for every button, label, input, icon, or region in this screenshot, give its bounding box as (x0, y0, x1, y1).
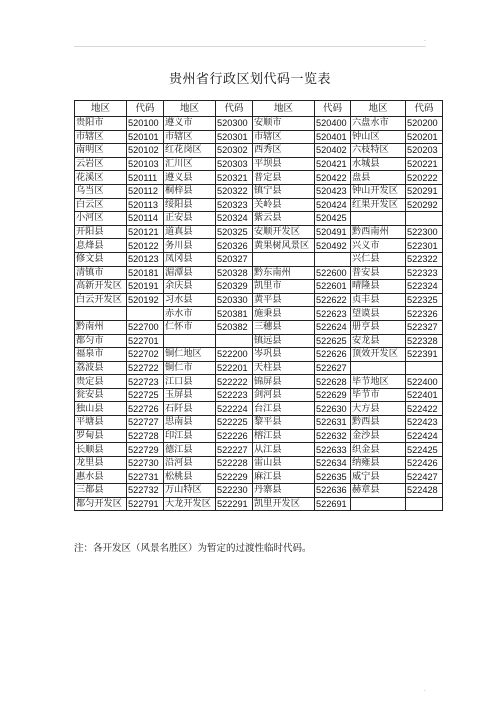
code-cell: 522401 (406, 388, 443, 402)
region-cell: 关岭县 (253, 198, 315, 212)
code-cell (315, 252, 351, 266)
code-cell (127, 307, 164, 321)
code-cell: 520300 (216, 117, 253, 131)
region-cell: 威宁县 (351, 470, 406, 484)
code-cell: 520491 (315, 225, 351, 239)
code-cell: 520101 (127, 130, 164, 144)
code-cell: 522729 (127, 443, 164, 457)
region-cell: 德江县 (164, 443, 216, 457)
region-cell: 三都县 (75, 484, 127, 498)
code-cell: 520222 (406, 171, 443, 185)
region-cell: 大方县 (351, 402, 406, 416)
region-cell: 南明区 (75, 144, 127, 158)
code-cell: 520201 (406, 130, 443, 144)
region-cell: 施秉县 (253, 307, 315, 321)
region-cell: 万山特区 (164, 484, 216, 498)
region-cell: 纳雍县 (351, 456, 406, 470)
code-cell: 520122 (127, 239, 164, 253)
code-cell: 522731 (127, 470, 164, 484)
code-cell: 522300 (406, 225, 443, 239)
code-cell: 522625 (315, 334, 351, 348)
column-header-region: 地区 (351, 101, 406, 117)
region-cell: 红果开发区 (351, 198, 406, 212)
region-cell: 雷山县 (253, 456, 315, 470)
code-cell: 522726 (127, 402, 164, 416)
region-cell: 仁怀市 (164, 320, 216, 334)
region-cell (351, 497, 406, 511)
code-cell: 520330 (216, 293, 253, 307)
region-cell: 紫云县 (253, 212, 315, 226)
region-cell: 余庆县 (164, 280, 216, 294)
table-row (75, 225, 443, 239)
code-cell: 522222 (216, 375, 253, 389)
code-cell: 522422 (406, 402, 443, 416)
code-cell: 520100 (127, 117, 164, 131)
region-cell: 都匀开发区 (75, 497, 127, 511)
region-cell: 市辖区 (253, 130, 315, 144)
table-row (75, 348, 443, 362)
region-cell: 汇川区 (164, 157, 216, 171)
code-cell: 522291 (216, 497, 253, 511)
region-cell: 市辖区 (75, 130, 127, 144)
region-cell: 盘县 (351, 171, 406, 185)
region-cell: 赤水市 (164, 307, 216, 321)
region-cell: 毕节地区 (351, 375, 406, 389)
region-cell: 黄平县 (253, 293, 315, 307)
region-cell: 望谟县 (351, 307, 406, 321)
column-header-code: 代码 (127, 101, 164, 117)
region-cell: 兴仁县 (351, 252, 406, 266)
region-cell: 铜仁市 (164, 361, 216, 375)
code-cell: 522691 (315, 497, 351, 511)
code-cell: 522600 (315, 266, 351, 280)
code-cell: 522230 (216, 484, 253, 498)
region-cell: 金沙县 (351, 429, 406, 443)
code-cell: 520425 (315, 212, 351, 226)
code-cell: 522200 (216, 348, 253, 362)
column-header-code: 代码 (315, 101, 351, 117)
code-cell: 520329 (216, 280, 253, 294)
table-row (75, 198, 443, 212)
region-cell: 安顺市 (253, 117, 315, 131)
code-cell: 522428 (406, 484, 443, 498)
region-cell: 镇远县 (253, 334, 315, 348)
code-cell: 522225 (216, 416, 253, 430)
region-cell: 铜仁地区 (164, 348, 216, 362)
code-cell: 522728 (127, 429, 164, 443)
region-cell: 册亨县 (351, 320, 406, 334)
code-cell: 520323 (216, 198, 253, 212)
code-cell: 520321 (216, 171, 253, 185)
table-row (75, 184, 443, 198)
code-cell: 520401 (315, 130, 351, 144)
table-row (75, 293, 443, 307)
region-cell: 桐梓县 (164, 184, 216, 198)
region-cell: 兴义市 (351, 239, 406, 253)
region-cell: 白云区 (75, 198, 127, 212)
code-cell: 522326 (406, 307, 443, 321)
table-row (75, 144, 443, 158)
code-cell: 520121 (127, 225, 164, 239)
region-cell: 六盘水市 (351, 117, 406, 131)
region-cell (164, 334, 216, 348)
code-cell (406, 361, 443, 375)
code-cell: 522629 (315, 388, 351, 402)
code-cell (406, 497, 443, 511)
table-row (75, 307, 443, 321)
region-cell (351, 361, 406, 375)
region-cell: 普安县 (351, 266, 406, 280)
region-cell: 石阡县 (164, 402, 216, 416)
region-cell: 务川县 (164, 239, 216, 253)
code-cell: 522627 (315, 361, 351, 375)
column-header-code: 代码 (216, 101, 253, 117)
region-cell: 丹寨县 (253, 484, 315, 498)
table-row (75, 497, 443, 511)
code-cell: 522791 (127, 497, 164, 511)
region-cell: 市辖区 (164, 130, 216, 144)
region-cell: 平坝县 (253, 157, 315, 171)
region-cell: 岑巩县 (253, 348, 315, 362)
code-cell: 522601 (315, 280, 351, 294)
region-cell: 黔南州 (75, 320, 127, 334)
code-cell: 522633 (315, 443, 351, 457)
code-cell: 522301 (406, 239, 443, 253)
code-cell: 522400 (406, 375, 443, 389)
code-cell: 520102 (127, 144, 164, 158)
region-cell: 独山县 (75, 402, 127, 416)
region-cell: 玉屏县 (164, 388, 216, 402)
table-row (75, 456, 443, 470)
region-cell: 安龙县 (351, 334, 406, 348)
region-cell: 长顺县 (75, 443, 127, 457)
region-cell: 钟山开发区 (351, 184, 406, 198)
column-header-region: 地区 (75, 101, 127, 117)
region-cell: 云岩区 (75, 157, 127, 171)
table-row (75, 429, 443, 443)
region-cell: 瓮安县 (75, 388, 127, 402)
code-cell: 520112 (127, 184, 164, 198)
region-cell: 开阳县 (75, 225, 127, 239)
region-cell: 凤冈县 (164, 252, 216, 266)
table-row (75, 252, 443, 266)
table-row (75, 280, 443, 294)
region-cell: 小河区 (75, 212, 127, 226)
region-cell: 西秀区 (253, 144, 315, 158)
region-cell: 榕江县 (253, 429, 315, 443)
table-row (75, 375, 443, 389)
code-cell: 522725 (127, 388, 164, 402)
region-cell: 清镇市 (75, 266, 127, 280)
table-row (75, 334, 443, 348)
code-cell: 522635 (315, 470, 351, 484)
corner-mark: · (424, 688, 426, 695)
code-cell: 520291 (406, 184, 443, 198)
corner-mark: · (424, 38, 426, 45)
code-cell: 520381 (216, 307, 253, 321)
table-row (75, 239, 443, 253)
region-cell: 罗甸县 (75, 429, 127, 443)
document-title: 贵州省行政区划代码一览表 (168, 72, 331, 87)
code-cell: 522224 (216, 402, 253, 416)
code-cell: 520181 (127, 266, 164, 280)
code-cell: 522322 (406, 252, 443, 266)
code-cell: 520113 (127, 198, 164, 212)
table-row (75, 212, 443, 226)
region-cell: 大龙开发区 (164, 497, 216, 511)
region-cell: 凯里开发区 (253, 497, 315, 511)
region-cell: 织金县 (351, 443, 406, 457)
region-cell: 福泉市 (75, 348, 127, 362)
code-cell: 522325 (406, 293, 443, 307)
code-cell: 522324 (406, 280, 443, 294)
region-cell: 从江县 (253, 443, 315, 457)
code-cell: 520328 (216, 266, 253, 280)
table-row (75, 484, 443, 498)
table-row (75, 470, 443, 484)
table-row (75, 266, 443, 280)
region-cell: 红花岗区 (164, 144, 216, 158)
footnote: 注：各开发区（风景名胜区）为暂定的过渡性临时代码。 (74, 543, 312, 554)
column-header-region: 地区 (253, 101, 315, 117)
code-cell: 522228 (216, 456, 253, 470)
region-cell: 遵义县 (164, 171, 216, 185)
region-cell: 龙里县 (75, 456, 127, 470)
region-cell: 习水县 (164, 293, 216, 307)
region-cell: 绥阳县 (164, 198, 216, 212)
code-cell: 520221 (406, 157, 443, 171)
region-cell (351, 212, 406, 226)
code-cell: 520382 (216, 320, 253, 334)
code-cell: 522636 (315, 484, 351, 498)
code-cell: 520326 (216, 239, 253, 253)
table-row (75, 130, 443, 144)
region-cell: 六枝特区 (351, 144, 406, 158)
region-cell (253, 252, 315, 266)
region-cell: 台江县 (253, 402, 315, 416)
table-header-row (75, 101, 443, 117)
code-cell: 522701 (127, 334, 164, 348)
code-cell: 522628 (315, 375, 351, 389)
code-cell: 522425 (406, 443, 443, 457)
code-cell: 522227 (216, 443, 253, 457)
table-row (75, 388, 443, 402)
region-cell: 贵阳市 (75, 117, 127, 131)
region-cell: 江口县 (164, 375, 216, 389)
region-cell: 黔西县 (351, 416, 406, 430)
code-cell: 520423 (315, 184, 351, 198)
code-cell: 522727 (127, 416, 164, 430)
code-cell: 522702 (127, 348, 164, 362)
code-cell: 522700 (127, 320, 164, 334)
code-cell: 522426 (406, 456, 443, 470)
code-cell: 522624 (315, 320, 351, 334)
code-cell: 520422 (315, 171, 351, 185)
region-cell: 正安县 (164, 212, 216, 226)
code-cell: 522229 (216, 470, 253, 484)
region-cell: 修文县 (75, 252, 127, 266)
region-cell: 镇宁县 (253, 184, 315, 198)
code-cell: 522730 (127, 456, 164, 470)
region-cell: 惠水县 (75, 470, 127, 484)
table-row (75, 402, 443, 416)
code-cell: 520327 (216, 252, 253, 266)
table-row (75, 361, 443, 375)
column-header-region: 地区 (164, 101, 216, 117)
code-cell: 520103 (127, 157, 164, 171)
code-cell: 520302 (216, 144, 253, 158)
region-cell: 锦屏县 (253, 375, 315, 389)
region-cell: 道真县 (164, 225, 216, 239)
region-cell: 钟山区 (351, 130, 406, 144)
region-cell: 黔西南州 (351, 225, 406, 239)
code-cell: 522391 (406, 348, 443, 362)
region-cell: 赫章县 (351, 484, 406, 498)
code-cell (216, 334, 253, 348)
region-cell: 贞丰县 (351, 293, 406, 307)
code-cell: 522226 (216, 429, 253, 443)
code-cell: 520123 (127, 252, 164, 266)
code-cell: 522328 (406, 334, 443, 348)
code-cell: 520191 (127, 280, 164, 294)
region-cell: 麻江县 (253, 470, 315, 484)
region-cell: 沿河县 (164, 456, 216, 470)
code-cell: 520111 (127, 171, 164, 185)
code-cell: 522201 (216, 361, 253, 375)
region-cell: 都匀市 (75, 334, 127, 348)
region-cell: 水城县 (351, 157, 406, 171)
region-cell: 高新开发区 (75, 280, 127, 294)
region-cell: 贵定县 (75, 375, 127, 389)
page-top-rule (74, 46, 426, 47)
table-row (75, 157, 443, 171)
code-cell: 520492 (315, 239, 351, 253)
region-cell: 三穗县 (253, 320, 315, 334)
code-cell: 520324 (216, 212, 253, 226)
code-cell: 520192 (127, 293, 164, 307)
column-header-code: 代码 (406, 101, 443, 117)
code-cell: 522327 (406, 320, 443, 334)
code-cell: 520114 (127, 212, 164, 226)
code-cell: 522632 (315, 429, 351, 443)
code-cell: 522631 (315, 416, 351, 430)
region-cell: 息烽县 (75, 239, 127, 253)
region-cell: 晴隆县 (351, 280, 406, 294)
region-cell: 荔波县 (75, 361, 127, 375)
code-cell: 520421 (315, 157, 351, 171)
region-cell: 凯里市 (253, 280, 315, 294)
region-cell (75, 307, 127, 321)
table-row (75, 443, 443, 457)
code-cell: 520402 (315, 144, 351, 158)
region-cell: 湄潭县 (164, 266, 216, 280)
region-cell: 黔东南州 (253, 266, 315, 280)
region-cell: 平塘县 (75, 416, 127, 430)
region-cell: 普定县 (253, 171, 315, 185)
code-cell: 520292 (406, 198, 443, 212)
table-row (75, 171, 443, 185)
code-cell: 522423 (406, 416, 443, 430)
code-cell: 522723 (127, 375, 164, 389)
region-cell: 顶效开发区 (351, 348, 406, 362)
code-cell: 520203 (406, 144, 443, 158)
region-cell: 花溪区 (75, 171, 127, 185)
code-cell: 520200 (406, 117, 443, 131)
code-cell: 522722 (127, 361, 164, 375)
code-cell: 522732 (127, 484, 164, 498)
region-cell: 天柱县 (253, 361, 315, 375)
code-cell: 522623 (315, 307, 351, 321)
region-cell: 安顺开发区 (253, 225, 315, 239)
table-row (75, 117, 443, 131)
region-cell: 白云开发区 (75, 293, 127, 307)
code-cell: 522634 (315, 456, 351, 470)
region-cell: 黄果树风景区 (253, 239, 315, 253)
region-code-table (74, 100, 443, 511)
region-cell: 遵义市 (164, 117, 216, 131)
region-cell: 剑河县 (253, 388, 315, 402)
code-cell: 522622 (315, 293, 351, 307)
code-cell: 522323 (406, 266, 443, 280)
code-cell: 520424 (315, 198, 351, 212)
region-cell: 印江县 (164, 429, 216, 443)
region-cell: 毕节市 (351, 388, 406, 402)
code-cell: 522626 (315, 348, 351, 362)
region-cell: 思南县 (164, 416, 216, 430)
code-cell: 520322 (216, 184, 253, 198)
table-row (75, 416, 443, 430)
code-cell (406, 212, 443, 226)
region-cell: 乌当区 (75, 184, 127, 198)
code-cell: 522630 (315, 402, 351, 416)
code-cell: 520325 (216, 225, 253, 239)
code-cell: 520301 (216, 130, 253, 144)
region-cell: 黎平县 (253, 416, 315, 430)
code-cell: 522424 (406, 429, 443, 443)
code-cell: 522223 (216, 388, 253, 402)
code-cell: 520400 (315, 117, 351, 131)
table-row (75, 320, 443, 334)
code-cell: 522427 (406, 470, 443, 484)
region-cell: 松桃县 (164, 470, 216, 484)
code-cell: 520303 (216, 157, 253, 171)
